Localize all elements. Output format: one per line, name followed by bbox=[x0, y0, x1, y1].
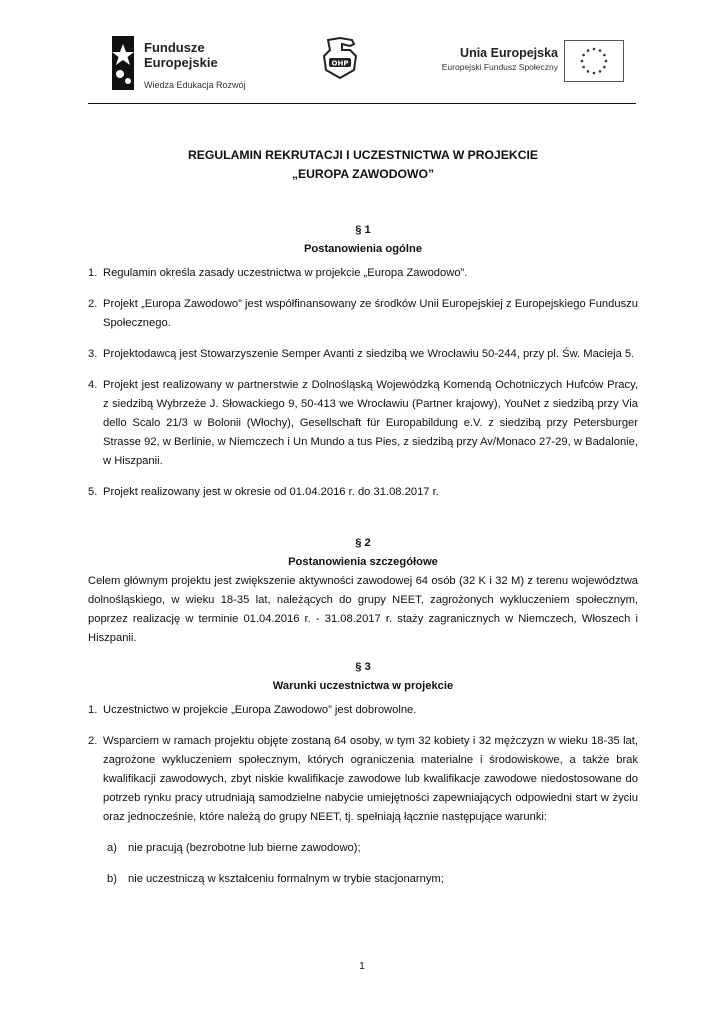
item-number: 4. bbox=[88, 379, 98, 391]
fe-star-icon bbox=[108, 36, 138, 90]
title-line2: „EUROPA ZAWODOWO” bbox=[291, 167, 435, 181]
item-text: Uczestnictwo w projekcie „Europa Zawodowo” jest dobrowolne. bbox=[103, 704, 417, 716]
page-header bbox=[88, 28, 636, 104]
item-text: Projektodawcą jest Stowarzyszenie Semper Avanti z siedzibą we Wrocławiu 50-244, przy pl. Św. Macieja 5. bbox=[103, 348, 635, 360]
item-text: Projekt „Europa Zawodowo” jest współfinansowany ze środków Unii Europejskiej z Europejskiego Funduszu Społecznego. bbox=[103, 298, 638, 329]
item-number: 1. bbox=[88, 267, 98, 279]
item-number: 2. bbox=[88, 298, 98, 310]
section-1-title: Postanowienia ogólne bbox=[303, 243, 423, 255]
title-line1: REGULAMIN REKRUTACJI I UCZESTNICTWA W PROJEKCIE bbox=[187, 148, 539, 162]
ue-text bbox=[410, 46, 558, 72]
item-number: 1. bbox=[88, 704, 98, 716]
section-1-number: § 1 bbox=[355, 224, 371, 236]
sub-item-text: nie pracują (bezrobotne lub bierne zawodowo); bbox=[128, 842, 361, 854]
fe-subtitle: Wiedza Edukacja Rozwój bbox=[144, 80, 246, 90]
ue-title: Unia Europejska bbox=[460, 46, 558, 60]
item-text: Wsparciem w ramach projektu objęte zostaną 64 osoby, w tym 32 kobiety i 32 mężczyzn w wieku 18-35 lat, zagrożone wykluczeniem społecznym, których ograniczenia materialne i środowiskowe, a także brak kwalifikacji zawodowych, zbyt niskie kwalifikacje zawodowe lub kwalifikacje zawodowe niedostosowane do potrzeb rynku pracy utrudniają samodzielne nabycie umiejętności zapewniających odpowiedni start w życiu oraz jednocześnie, które należą do grupy NEET, tj. spełniają łącznie następujące warunki: bbox=[103, 735, 638, 823]
fe-line2: Europejskie bbox=[144, 55, 218, 70]
section-3-title: Warunki uczestnictwa w projekcie bbox=[272, 680, 454, 692]
list-item bbox=[88, 345, 638, 364]
section-2-paragraph: Celem głównym projektu jest zwiększenie aktywności zawodowej 64 osób (32 K i 32 M) z terenu województwa dolnośląskiego, w wieku 18-35 lat, należących do grupy NEET, zagrożonych wykluczeniem społecznym, poprzez realizację w terminie 01.04.2016 r. - 31.08.2017 r. staży zagranicznych w Niemczech, Włoszech i Hiszpanii. bbox=[88, 575, 638, 644]
header-divider bbox=[88, 103, 636, 104]
list-item bbox=[88, 701, 638, 720]
item-number: 3. bbox=[88, 348, 98, 360]
item-text: Projekt realizowany jest w okresie od 01.04.2016 r. do 31.08.2017 r. bbox=[103, 486, 439, 498]
list-item bbox=[88, 732, 638, 827]
sub-item-letter: b) bbox=[107, 873, 117, 885]
section-2-number: § 2 bbox=[355, 537, 371, 549]
item-number: 2. bbox=[88, 735, 98, 747]
document-body bbox=[88, 146, 638, 889]
fe-name bbox=[144, 40, 218, 70]
section-3-number: § 3 bbox=[355, 661, 371, 673]
list-item bbox=[88, 264, 638, 283]
ue-subtitle: Europejski Fundusz Społeczny bbox=[441, 62, 558, 72]
sub-item-text: nie uczestniczą w kształceniu formalnym w trybie stacjonarnym; bbox=[128, 873, 444, 885]
list-item bbox=[88, 483, 638, 502]
sub-list-item bbox=[88, 839, 638, 858]
sub-list-item bbox=[88, 870, 638, 889]
item-text: Regulamin określa zasady uczestnictwa w projekcie „Europa Zawodowo”. bbox=[103, 267, 468, 279]
list-item bbox=[88, 295, 638, 333]
eu-flag-icon bbox=[564, 40, 624, 82]
item-text: Projekt jest realizowany w partnerstwie z Dolnośląską Wojewódzką Komendą Ochotniczych Hufców Pracy, z siedzibą Wybrzeże J. Słowackiego 9, 50-413 we Wrocławiu (Partner krajowy), YouNet z siedzibą przy Via dello Scalo 21/3 w Bolonii (Włochy), Gesellschaft für Europabildung e.V. z siedzibą przy Petersburger Strasse 92, w Berlinie, w Niemczech i Un Mundo a tus Pies, z siedzibą przy Av/Monaco 27-29, w Badalonie, w Hiszpanii. bbox=[103, 379, 638, 467]
document-title bbox=[88, 146, 638, 184]
page-number: 1 bbox=[359, 961, 365, 972]
fe-line1: Fundusze bbox=[144, 40, 205, 55]
ohp-label: OHP bbox=[331, 59, 349, 68]
sub-item-letter: a) bbox=[107, 842, 117, 854]
list-item bbox=[88, 376, 638, 471]
item-number: 5. bbox=[88, 486, 98, 498]
fundusze-europejskie-logo bbox=[108, 34, 258, 94]
ohp-logo bbox=[320, 36, 360, 80]
section-2-title: Postanowienia szczegółowe bbox=[288, 556, 438, 568]
